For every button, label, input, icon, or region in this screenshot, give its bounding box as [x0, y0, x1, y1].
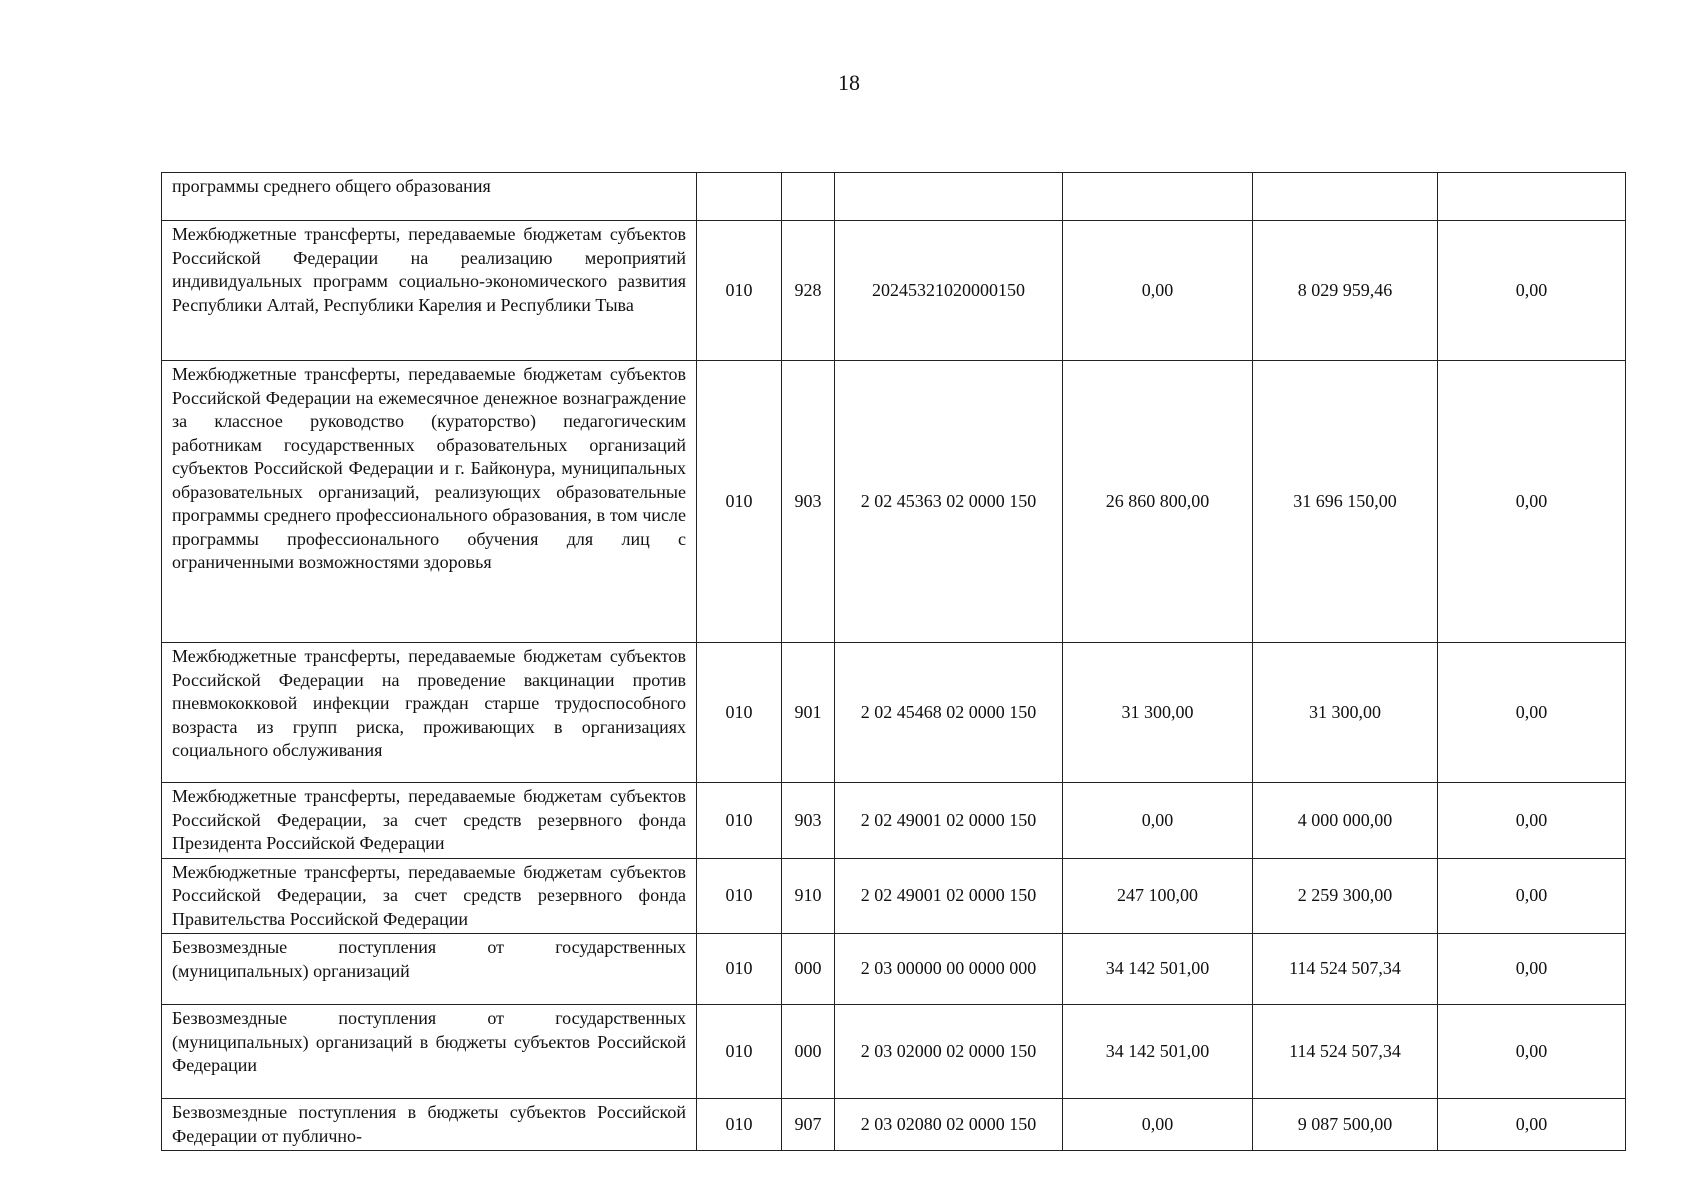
row-name-cell: Межбюджетные трансферты, передаваемые бюджетам субъектов Российской Федерации на проведение вакцинации против пневмококковой инфекции граждан старше трудоспособного возраста из групп риска, проживающих в организациях социального обслуживания [162, 643, 697, 783]
admin-code-cell: 010 [697, 858, 782, 934]
budget-code-cell: 2 03 00000 00 0000 000 [835, 934, 1063, 1005]
amount-2-cell: 31 300,00 [1253, 643, 1438, 783]
amount-1-cell: 247 100,00 [1063, 858, 1253, 934]
budget-code-cell: 2 02 49001 02 0000 150 [835, 783, 1063, 859]
chapter-code-cell: 000 [782, 934, 835, 1005]
amount-3-cell: 0,00 [1438, 1099, 1626, 1151]
amount-2-cell: 9 087 500,00 [1253, 1099, 1438, 1151]
amount-1-cell [1063, 173, 1253, 221]
table-row [162, 643, 1626, 783]
admin-code-cell: 010 [697, 221, 782, 361]
chapter-code-cell: 903 [782, 361, 835, 643]
table-row [162, 858, 1626, 934]
admin-code-cell: 010 [697, 1005, 782, 1099]
amount-2-cell [1253, 173, 1438, 221]
amount-2-cell: 4 000 000,00 [1253, 783, 1438, 859]
table-row [162, 173, 1626, 221]
row-name-cell: Безвозмездные поступления от государственных (муниципальных) организаций в бюджеты субъектов Российской Федерации [162, 1005, 697, 1099]
amount-2-cell: 2 259 300,00 [1253, 858, 1438, 934]
amount-1-cell: 26 860 800,00 [1063, 361, 1253, 643]
budget-code-cell: 2 03 02000 02 0000 150 [835, 1005, 1063, 1099]
amount-2-cell: 114 524 507,34 [1253, 934, 1438, 1005]
chapter-code-cell: 928 [782, 221, 835, 361]
table-row [162, 361, 1626, 643]
amount-1-cell: 34 142 501,00 [1063, 1005, 1253, 1099]
table-row [162, 1005, 1626, 1099]
budget-code-cell: 2 03 02080 02 0000 150 [835, 1099, 1063, 1151]
budget-code-cell [835, 173, 1063, 221]
budget-revenue-table [161, 172, 1626, 1151]
page-number: 18 [838, 70, 860, 95]
amount-1-cell: 0,00 [1063, 1099, 1253, 1151]
amount-3-cell: 0,00 [1438, 783, 1626, 859]
chapter-code-cell: 910 [782, 858, 835, 934]
budget-code-cell: 20245321020000150 [835, 221, 1063, 361]
amount-3-cell: 0,00 [1438, 221, 1626, 361]
chapter-code-cell: 000 [782, 1005, 835, 1099]
amount-3-cell: 0,00 [1438, 1005, 1626, 1099]
amount-1-cell: 0,00 [1063, 221, 1253, 361]
budget-code-cell: 2 02 49001 02 0000 150 [835, 858, 1063, 934]
amount-3-cell: 0,00 [1438, 934, 1626, 1005]
row-name-cell: Безвозмездные поступления от государственных (муниципальных) организаций [162, 934, 697, 1005]
row-name-cell: Межбюджетные трансферты, передаваемые бюджетам субъектов Российской Федерации, за счет средств резервного фонда Президента Российской Федерации [162, 783, 697, 859]
amount-3-cell [1438, 173, 1626, 221]
row-name-cell: Межбюджетные трансферты, передаваемые бюджетам субъектов Российской Федерации на ежемесячное денежное вознаграждение за классное руководство (кураторство) педагогическим работникам государственных образовательных организаций субъектов Российской Федерации и г. Байконура, муниципальных образовательных организаций, реализующих образовательные программы среднего профессионального образования, в том числе программы профессионального обучения для лиц с ограниченными возможностями здоровья [162, 361, 697, 643]
admin-code-cell: 010 [697, 361, 782, 643]
amount-3-cell: 0,00 [1438, 643, 1626, 783]
row-name-cell: Безвозмездные поступления в бюджеты субъектов Российской Федерации от публично- [162, 1099, 697, 1151]
chapter-code-cell: 903 [782, 783, 835, 859]
chapter-code-cell [782, 173, 835, 221]
budget-code-cell: 2 02 45363 02 0000 150 [835, 361, 1063, 643]
budget-code-cell: 2 02 45468 02 0000 150 [835, 643, 1063, 783]
amount-2-cell: 31 696 150,00 [1253, 361, 1438, 643]
table-row [162, 934, 1626, 1005]
table-row [162, 221, 1626, 361]
table-row [162, 783, 1626, 859]
admin-code-cell: 010 [697, 1099, 782, 1151]
table-row [162, 1099, 1626, 1151]
amount-2-cell: 114 524 507,34 [1253, 1005, 1438, 1099]
amount-1-cell: 34 142 501,00 [1063, 934, 1253, 1005]
row-name-cell: Межбюджетные трансферты, передаваемые бюджетам субъектов Российской Федерации на реализацию мероприятий индивидуальных программ социально-экономического развития Республики Алтай, Республики Карелия и Республики Тыва [162, 221, 697, 361]
row-name-cell: Межбюджетные трансферты, передаваемые бюджетам субъектов Российской Федерации, за счет средств резервного фонда Правительства Российской Федерации [162, 858, 697, 934]
amount-1-cell: 31 300,00 [1063, 643, 1253, 783]
admin-code-cell: 010 [697, 934, 782, 1005]
amount-1-cell: 0,00 [1063, 783, 1253, 859]
admin-code-cell [697, 173, 782, 221]
admin-code-cell: 010 [697, 783, 782, 859]
amount-3-cell: 0,00 [1438, 858, 1626, 934]
amount-2-cell: 8 029 959,46 [1253, 221, 1438, 361]
row-name-cell: программы среднего общего образования [162, 173, 697, 221]
chapter-code-cell: 907 [782, 1099, 835, 1151]
amount-3-cell: 0,00 [1438, 361, 1626, 643]
chapter-code-cell: 901 [782, 643, 835, 783]
admin-code-cell: 010 [697, 643, 782, 783]
